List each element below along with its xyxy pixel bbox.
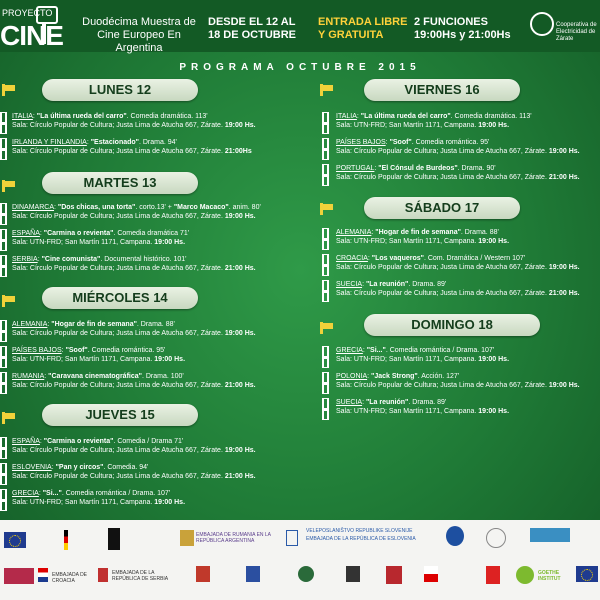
portugal-emblem-icon [298, 566, 314, 582]
germany-flag-icon [64, 530, 68, 550]
sponsor-eslovenia-2: EMBAJADA DE LA REPÚBLICA DE ESLOVENIA [306, 536, 416, 542]
film-strip-icon [322, 398, 329, 420]
flag-icon [2, 412, 16, 424]
poland-emblem-icon [424, 566, 438, 582]
entry-domingo-3: SUECIA: "La reunión". Drama. 89' Sala: UTN-FRD; San Martín 1171, Campana. 19:00 Hs. [336, 399, 510, 415]
entry-viernes-1: ITALIA: "La última rueda del carro". Comedia dramática. 113' Sala: UTN-FRD; San Martín 1171, Campana. 19:00 Hs. [336, 113, 532, 129]
flag-icon [320, 203, 334, 215]
functions-count: 2 FUNCIONES [414, 16, 488, 28]
italy-emblem-icon [486, 528, 506, 548]
zarate-municipality-logo [530, 528, 570, 542]
utn-emblem-icon [486, 566, 500, 584]
cooperative-name: Cooperativa de Electricidad de Zárate [556, 22, 597, 42]
entry-sabado-2: CROACIA: "Los vaqueros". Com. Dramática / Western 107' Sala: Círculo Popular de Cultura; Justa Lima de Atucha 667, Zárate. 19:00 Hs. [336, 255, 580, 271]
logo-cine-text: CINE [0, 20, 63, 51]
film-strip-icon [322, 372, 329, 394]
day-domingo: DOMINGO 18 [364, 314, 540, 336]
film-strip-icon [0, 346, 7, 368]
film-strip-icon [322, 164, 329, 186]
goethe-logo-icon [516, 566, 534, 584]
film-reel-icon [42, 22, 62, 44]
flag-icon [2, 180, 16, 192]
greece-emblem-icon [446, 526, 464, 546]
header-bar [0, 0, 600, 52]
dates-text: DESDE EL 12 AL 18 DE OCTUBRE [208, 16, 297, 41]
film-strip-icon [0, 203, 7, 225]
programa-heading: PROGRAMA OCTUBRE 2015 [179, 62, 421, 73]
entry-jueves-2: ESLOVENIA: "Pan y circos". Comedia. 94' Sala: Círculo Popular de Cultura; Justa Lima de Atucha 667, Zárate. 21:00 Hs. [12, 464, 256, 480]
sponsor-rumania: EMBAJADA DE RUMANIA EN LA REPÚBLICA ARGENTINA [196, 532, 271, 544]
entry-viernes-2: PAÍSES BAJOS: "Soof". Comedia romántica. 95' Sala: Círculo Popular de Cultura; Justa Lima de Atucha 667, Zárate. 19:00 Hs. [336, 139, 580, 155]
film-strip-icon [0, 229, 7, 251]
day-martes: MARTES 13 [42, 172, 198, 194]
entry-martes-2: ESPAÑA: "Carmina o revienta". Comedia dramática 71' Sala: UTN-FRD; San Martín 1171, Campana. 19:00 Hs. [12, 230, 190, 246]
free-entry-text: ENTRADA LIBRE Y GRATUITA [318, 16, 408, 41]
sponsor-eslovenia-1: VELEPOSLANIŠTVO REPUBLIKE SLOVENIJE [306, 528, 413, 534]
entry-sabado-1: ALEMANIA: "Hogar de fin de semana". Drama. 88' Sala: UTN-FRD; San Martín 1171, Campana. 19:00 Hs. [336, 229, 510, 245]
day-jueves: JUEVES 15 [42, 404, 198, 426]
denmark-emblem-icon [386, 566, 402, 584]
film-strip-icon [0, 372, 7, 394]
sponsor-logos-bar [0, 520, 600, 600]
day-viernes: VIERNES 16 [364, 79, 520, 101]
entry-viernes-3: PORTUGAL: "El Cónsul de Burdeos". Drama. 90' Sala: Círculo Popular de Cultura; Justa Lima de Atucha 667, Zárate. 21:00 Hs. [336, 165, 580, 181]
film-strip-icon [0, 437, 7, 459]
entry-lunes-1: ITALIA: "La última rueda del carro". Comedia dramática. 113' Sala: Círculo Popular de Cultura; Justa Lima de Atucha 667, Zárate. 19:00 Hs. [12, 113, 256, 129]
spain-coat-icon [196, 566, 210, 582]
film-strip-icon [0, 320, 7, 342]
entry-martes-3: SERBIA: "Cine comunista". Documental histórico. 101' Sala: Círculo Popular de Cultura; Justa Lima de Atucha 667, Zárate. 21:00 Hs. [12, 256, 256, 272]
film-strip-icon [0, 138, 7, 160]
film-strip-icon [0, 255, 7, 277]
film-strip-icon [322, 254, 329, 276]
entry-sabado-3: SUECIA: "La reunión". Drama. 89' Sala: Círculo Popular de Cultura; Justa Lima de Atucha 667, Zárate. 21:00 Hs. [336, 281, 580, 297]
flag-icon [320, 84, 334, 96]
film-strip-icon [0, 112, 7, 134]
entry-miercoles-3: RUMANIA: "Caravana cinematográfica". Drama. 100' Sala: Círculo Popular de Cultura; Justa Lima de Atucha 667, Zárate. 21:00 Hs. [12, 373, 256, 389]
day-lunes: LUNES 12 [42, 79, 198, 101]
entry-lunes-2: IRLANDA Y FINLANDIA: "Estacionado". Drama. 94' Sala: Círculo Popular de Cultura; Justa Lima de Atucha 667, Zárate. 21:00Hs [12, 139, 252, 155]
netherlands-emblem-icon [108, 528, 120, 550]
entry-domingo-1: GRECIA: "Si...". Comedia romántica / Drama. 107' Sala: UTN-FRD; San Martín 1171, Campana. 19:00 Hs. [336, 347, 510, 363]
entry-miercoles-2: PAÍSES BAJOS: "Soof". Comedia romántica. 95' Sala: UTN-FRD; San Martín 1171, Campana. 19:00 Hs. [12, 347, 186, 363]
serbia-coat-icon [98, 568, 108, 582]
functions-text [414, 16, 524, 42]
entry-jueves-3: GRECIA: "Si...". Comedia romántica / Drama. 107' Sala: UTN-FRD; San Martín 1171, Campana. 19:00 Hs. [12, 490, 186, 506]
day-miercoles: MIÉRCOLES 14 [42, 287, 198, 309]
film-strip-icon [322, 346, 329, 368]
festival-logo-icon [4, 568, 34, 584]
film-strip-icon [322, 280, 329, 302]
entry-jueves-1: ESPAÑA: "Carmina o revienta". Comedia / Drama 71' Sala: Círculo Popular de Cultura; Justa Lima de Atucha 667, Zárate. 19:00 Hs. [12, 438, 256, 454]
film-strip-icon [0, 463, 7, 485]
entry-domingo-2: POLONIA: "Jack Strong". Acción. 127' Sala: Círculo Popular de Cultura; Justa Lima de Atucha 667, Zárate. 19:00 Hs. [336, 373, 580, 389]
sponsor-goethe: GOETHE INSTITUT [538, 570, 561, 582]
slovenia-coat-icon [286, 530, 298, 546]
croatia-coat-icon [38, 568, 48, 582]
film-strip-icon [322, 228, 329, 250]
entry-miercoles-1: ALEMANIA: "Hogar de fin de semana". Drama. 88' Sala: Círculo Popular de Cultura; Justa Lima de Atucha 667, Zárate. 19:00 Hs. [12, 321, 256, 337]
flag-icon [2, 295, 16, 307]
cooperative-logo-icon [530, 12, 554, 36]
logo-proyecto-text: PROYECTO [2, 8, 53, 18]
sponsor-croacia: EMBAJADA DE CROACIA [52, 572, 88, 584]
flag-icon [320, 322, 334, 334]
day-sabado: SÁBADO 17 [364, 197, 520, 219]
entry-martes-1: DINAMARCA: "Dos chicas, una torta". corto.13' + "Marco Macaco". anim. 80' Sala: Círculo Popular de Cultura; Justa Lima de Atucha 667, Zárate. 19:00 Hs. [12, 204, 261, 220]
eu-flag-icon [576, 566, 598, 582]
film-strip-icon [0, 489, 7, 511]
eu-flag-icon [4, 532, 26, 548]
flag-icon [2, 84, 16, 96]
film-strip-icon [322, 138, 329, 160]
sweden-coat-icon [246, 566, 260, 582]
film-strip-icon [322, 112, 329, 134]
muestra-title: Duodécima Muestra de Cine Europeo En Argentina [82, 16, 196, 54]
romania-coat-icon [180, 530, 194, 546]
ireland-emblem-icon [346, 566, 360, 582]
functions-times: 19:00Hs y 21:00Hs [414, 29, 511, 41]
sponsor-serbia: EMBAJADA DE LA REPÚBLICA DE SERBIA [112, 570, 169, 582]
